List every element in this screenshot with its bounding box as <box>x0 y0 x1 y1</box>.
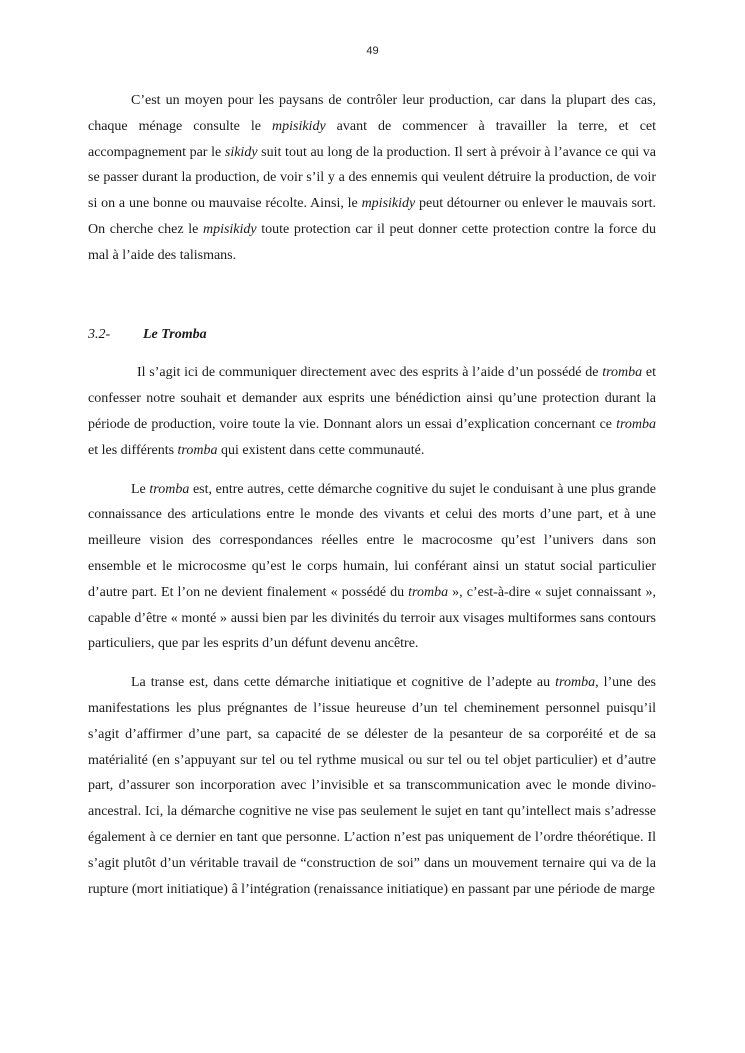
italic-term: tromba <box>177 442 218 458</box>
italic-term: tromba <box>555 675 596 691</box>
text-run: Il s’agit ici de communiquer directement avec des esprits à l’aide d’un possédé de <box>137 365 603 381</box>
italic-term: mpisikidy <box>272 118 326 134</box>
section-title: Le Tromba <box>143 326 207 342</box>
text-run: est, entre autres, cette démarche cognitive du sujet le conduisant à une plus grande connaissance des articulations entre le monde des vivants et celui des morts d’une part, et à une meilleure vision des correspondances réelles entre le macrocosme qu’est l’univers dans son ensemble et le microcosme qu’est le corps humain, lui conférant ainsi un statut social particulier d’autre part. Et l’on ne devient finalement « possédé du <box>88 481 656 600</box>
text-run: Le <box>131 481 150 497</box>
text-run: peut détourner ou enlever le mauvais sort. On cherche chez le <box>88 196 656 237</box>
italic-term: tromba <box>408 584 449 600</box>
italic-term: tromba <box>602 365 643 381</box>
body-paragraph <box>88 670 656 902</box>
text-run: avant de commencer à travailler la terre, et cet accompagnement par le <box>88 118 657 160</box>
section-number: 3.2- <box>88 326 111 342</box>
body-paragraph <box>88 360 656 463</box>
italic-term: sikidy <box>224 144 258 160</box>
document-body <box>88 88 656 915</box>
text-run: La transe est, dans cette démarche initiatique et cognitive de l’adepte au <box>131 675 556 691</box>
text-run: et les différents <box>88 442 178 458</box>
text-run: et confesser notre souhait et demander aux esprits une bénédiction ainsi qu’une protection durant la période de production, voire toute la vie. Donnant alors un essai d’explication concernant ce <box>88 365 657 432</box>
text-run: qui existent dans cette communauté. <box>217 442 425 458</box>
italic-term: tromba <box>616 416 656 432</box>
page-number: 49 <box>366 45 379 57</box>
section-heading <box>88 322 656 348</box>
body-paragraph <box>88 88 656 269</box>
text-run: , l’une des manifestations les plus prégnantes de l’issue heureuse d’un tel cheminement personnel puisqu’il s’agit d’affirmer d’une part, sa capacité de se délester de la pesanteur de sa corporéité et de sa matérialité (en s’appuyant sur tel ou tel rythme musical ou sur tel ou tel objet particulier) et d’autre part, d’assurer son incorporation avec l’invisible et sa transcommunication avec le monde divino-ancestral. Ici, la démarche cognitive ne vise pas seulement le sujet en tant qu’intellect mais s’adresse également à ce dernier en tant que personne. L’action n’est pas uniquement de l’ordre théorétique. Il s’agit plutôt d’un véritable travail de “construction de soi” dans un mouvement ternaire qui va de la rupture (mort initiatique) â l’intégration (renaissance initiatique) en passant par une période de marge <box>88 675 656 897</box>
text-run: toute protection car il peut donner cette protection contre la force du mal à l’aide des talismans. <box>88 221 656 263</box>
text-run: suit tout au long de la production. Il sert à prévoir à l’avance ce qui va se passer durant la production, de voir s’il y a des ennemis qui veulent détruire la production, de voir si on a une bonne ou mauvaise récolte. Ainsi, le <box>88 144 656 212</box>
text-run: C’est un moyen pour les paysans de contrôler leur production, car dans la plupart des cas, chaque ménage consulte le <box>88 93 656 134</box>
italic-term: mpisikidy <box>361 196 416 212</box>
body-paragraph <box>88 477 656 658</box>
italic-term: tromba <box>149 481 190 497</box>
italic-term: mpisikidy <box>202 221 257 237</box>
text-run: », c’est-à-dire « sujet connaissant », capable d’être « monté » aussi bien par les divinités du terroir aux visages multiformes sans contours particuliers, que par les esprits d’un défunt devenu ancêtre. <box>88 584 656 652</box>
